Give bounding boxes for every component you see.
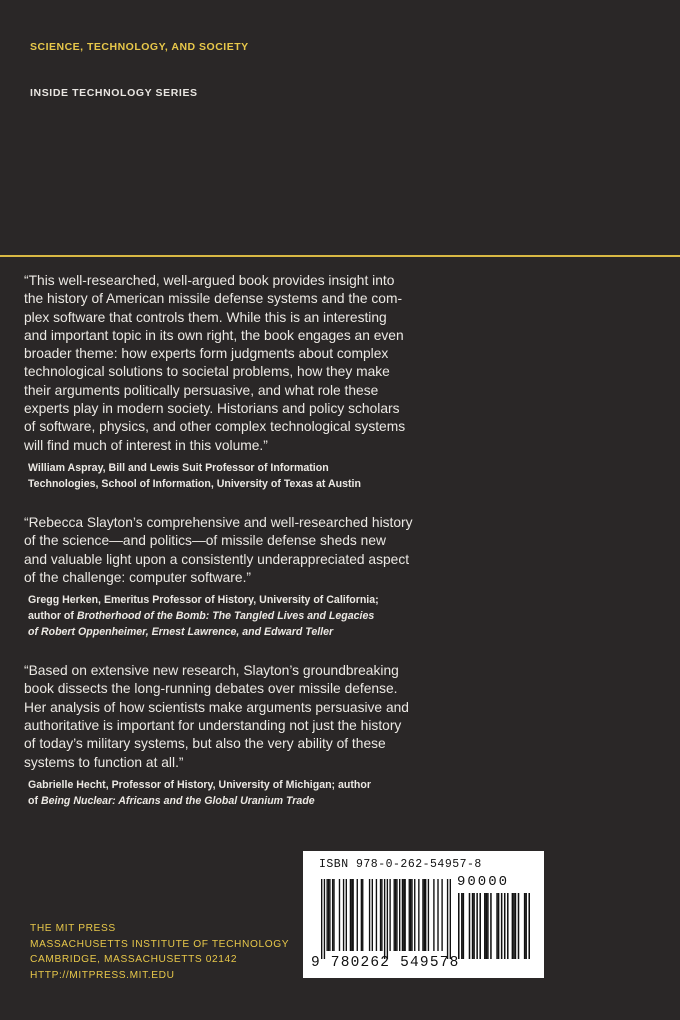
quote-line: of the challenge: computer software.”: [24, 569, 252, 585]
endorsement-quote: [24, 514, 414, 587]
barcode-bar: [512, 893, 514, 959]
attribution-line: [28, 608, 414, 624]
barcode-bar: [504, 893, 506, 959]
barcode-bar: [409, 879, 410, 951]
isbn-label: ISBN 978-0-262-54957-8: [319, 858, 482, 871]
barcode-bar: [486, 893, 488, 959]
barcode-bar: [447, 879, 448, 959]
series-subject-label: SCIENCE, TECHNOLOGY, AND SOCIETY: [30, 41, 249, 53]
barcode-bar: [424, 879, 425, 951]
endorsement-attribution: [28, 592, 414, 640]
barcode-bar: [343, 879, 344, 951]
barcode-bar: [326, 879, 327, 951]
barcode-bar: [524, 893, 526, 959]
barcode-bar: [351, 879, 352, 951]
barcode-bar: [394, 879, 395, 951]
publisher-url: HTTP://MITPRESS.MIT.EDU: [30, 969, 175, 981]
barcode-bar: [389, 879, 390, 951]
barcode-bar: [395, 879, 396, 951]
quote-line: plex software that controls them. While this is an interesting: [24, 309, 387, 325]
barcode-bar: [463, 893, 465, 959]
price-code: 90000: [457, 874, 510, 890]
quote-line: book dissects the long-running debates over missile defense.: [24, 681, 398, 697]
endorsement-quote: [24, 272, 414, 455]
barcode-bar: [418, 879, 419, 951]
barcode-bar: [476, 893, 478, 959]
publisher-institute: MASSACHUSETTS INSTITUTE OF TECHNOLOGY: [30, 938, 290, 950]
barcode-bar: [490, 893, 492, 959]
quote-line: and important topic in its own right, the book engages an even: [24, 327, 404, 343]
barcode-bar: [422, 879, 423, 951]
ean-barcode: [321, 879, 451, 959]
quote-line: the history of American missile defense systems and the com-: [24, 291, 403, 307]
addon-barcode: [458, 893, 530, 959]
barcode-bar: [525, 893, 527, 959]
barcode-bar: [513, 893, 515, 959]
barcode-bar: [399, 879, 400, 951]
quote-line: Her analysis of how scientists make arguments persuasive and: [24, 699, 409, 715]
barcode-bar: [458, 893, 460, 959]
quote-line: and valuable light upon a consistently underappreciated aspect: [24, 551, 410, 567]
attribution-line: Technologies, School of Information, University of Texas at Austin: [28, 477, 361, 490]
barcode-bar: [396, 879, 397, 951]
attribution-line: William Aspray, Bill and Lewis Suit Professor of Information: [28, 461, 329, 474]
barcode-bar: [333, 879, 334, 951]
barcode-bar: [425, 879, 426, 951]
barcode-bar: [487, 893, 489, 959]
endorsement-attribution: [28, 460, 414, 492]
book-title: of Robert Oppenheimer, Ernest Lawrence, and Edward Teller: [28, 626, 334, 639]
quote-line: authoritative is important for understanding not just the history: [24, 718, 402, 734]
barcode-bar: [501, 893, 503, 959]
quote-line: “Based on extensive new research, Slayton’s groundbreaking: [24, 663, 399, 679]
barcode-bar: [528, 893, 530, 959]
quote-line: technological solutions to societal problems, how they make: [24, 364, 390, 380]
attribution-prefix: of: [28, 794, 41, 807]
barcode-bar: [404, 879, 405, 951]
publisher-info: [30, 921, 289, 983]
barcode-bar: [329, 879, 330, 951]
barcode-bar: [498, 893, 500, 959]
publisher-address: CAMBRIDGE, MASSACHUSETTS 02142: [30, 954, 238, 965]
quote-line: of today’s military systems, but also the very ability of these: [24, 736, 386, 752]
quote-line: experts play in modern society. Historians and policy scholars: [24, 401, 400, 417]
barcode-bar: [450, 879, 451, 959]
barcode-panel: [303, 851, 544, 978]
barcode-bar: [472, 893, 474, 959]
endorsement-aspray: [24, 272, 414, 492]
quote-line: “Rebecca Slayton’s comprehensive and well-researched history: [24, 514, 413, 530]
barcode-bar: [380, 879, 381, 951]
barcode-bar: [515, 893, 517, 959]
barcode-bar: [433, 879, 434, 951]
book-title: Being Nuclear: Africans and the Global Uranium Trade: [40, 794, 315, 807]
barcode-bar: [339, 879, 340, 951]
barcode-bar: [346, 879, 347, 951]
barcode-bar: [381, 879, 382, 951]
barcode-bar: [362, 879, 363, 951]
barcode-bar: [484, 893, 486, 959]
endorsement-quote: [24, 662, 414, 772]
quote-line: “This well-researched, well-argued book provides insight into: [24, 273, 395, 288]
barcode-bar: [321, 879, 322, 959]
barcode-bar: [352, 879, 353, 951]
barcode-bar: [507, 893, 509, 959]
barcode-bar: [372, 879, 373, 951]
barcode-bar: [376, 879, 377, 951]
barcode-bar: [473, 893, 475, 959]
barcode-bar: [402, 879, 403, 951]
endorsement-attribution: [28, 777, 414, 809]
endorsements: [24, 272, 414, 831]
barcode-bar: [461, 893, 463, 959]
barcode-bar: [441, 879, 442, 951]
barcode-bar: [414, 879, 415, 951]
barcode-bar: [479, 893, 481, 959]
endorsement-herken: [24, 514, 414, 640]
barcode-bar: [411, 879, 412, 951]
attribution-line: Gabrielle Hecht, Professor of History, University of Michigan; author: [28, 778, 371, 791]
barcode-bar: [437, 879, 438, 951]
barcode-bar: [518, 893, 520, 959]
ean-digits: 9 780262 549578: [311, 955, 460, 971]
endorsement-hecht: [24, 662, 414, 809]
quote-line: of the science—and politics—of missile defense sheds new: [24, 533, 386, 549]
barcode-bar: [384, 879, 385, 959]
book-title: Brotherhood of the Bomb: The Tangled Lives and Legacies: [76, 610, 375, 623]
barcode-bar: [428, 879, 429, 951]
barcode-bar: [369, 879, 370, 951]
attribution-line: [28, 624, 414, 640]
series-name-label: INSIDE TECHNOLOGY SERIES: [30, 87, 198, 99]
quote-line: broader theme: how experts form judgments about complex: [24, 346, 389, 362]
quote-line: systems to function at all.”: [24, 754, 184, 770]
barcode-bar: [403, 879, 404, 951]
barcode-bar: [496, 893, 498, 959]
barcode-bar: [357, 879, 358, 951]
barcode-bar: [324, 879, 325, 959]
barcode-bar: [332, 879, 333, 951]
barcode-bar: [361, 879, 362, 951]
barcode-bar: [328, 879, 329, 951]
quote-line: of software, physics, and other complex technological systems: [24, 419, 406, 435]
quote-line: will find much of interest in this volume.”: [24, 437, 268, 453]
barcode-bar: [410, 879, 411, 951]
divider-rule: [0, 255, 680, 257]
attribution-prefix: author of: [28, 610, 77, 623]
barcode-bar: [387, 879, 388, 959]
barcode-bar: [469, 893, 471, 959]
barcode-bar: [350, 879, 351, 951]
publisher-name: THE MIT PRESS: [30, 923, 116, 934]
attribution-line: [28, 793, 414, 809]
attribution-line: Gregg Herken, Emeritus Professor of History, University of California;: [28, 594, 379, 607]
quote-line: their arguments politically persuasive, and what role these: [24, 382, 379, 398]
